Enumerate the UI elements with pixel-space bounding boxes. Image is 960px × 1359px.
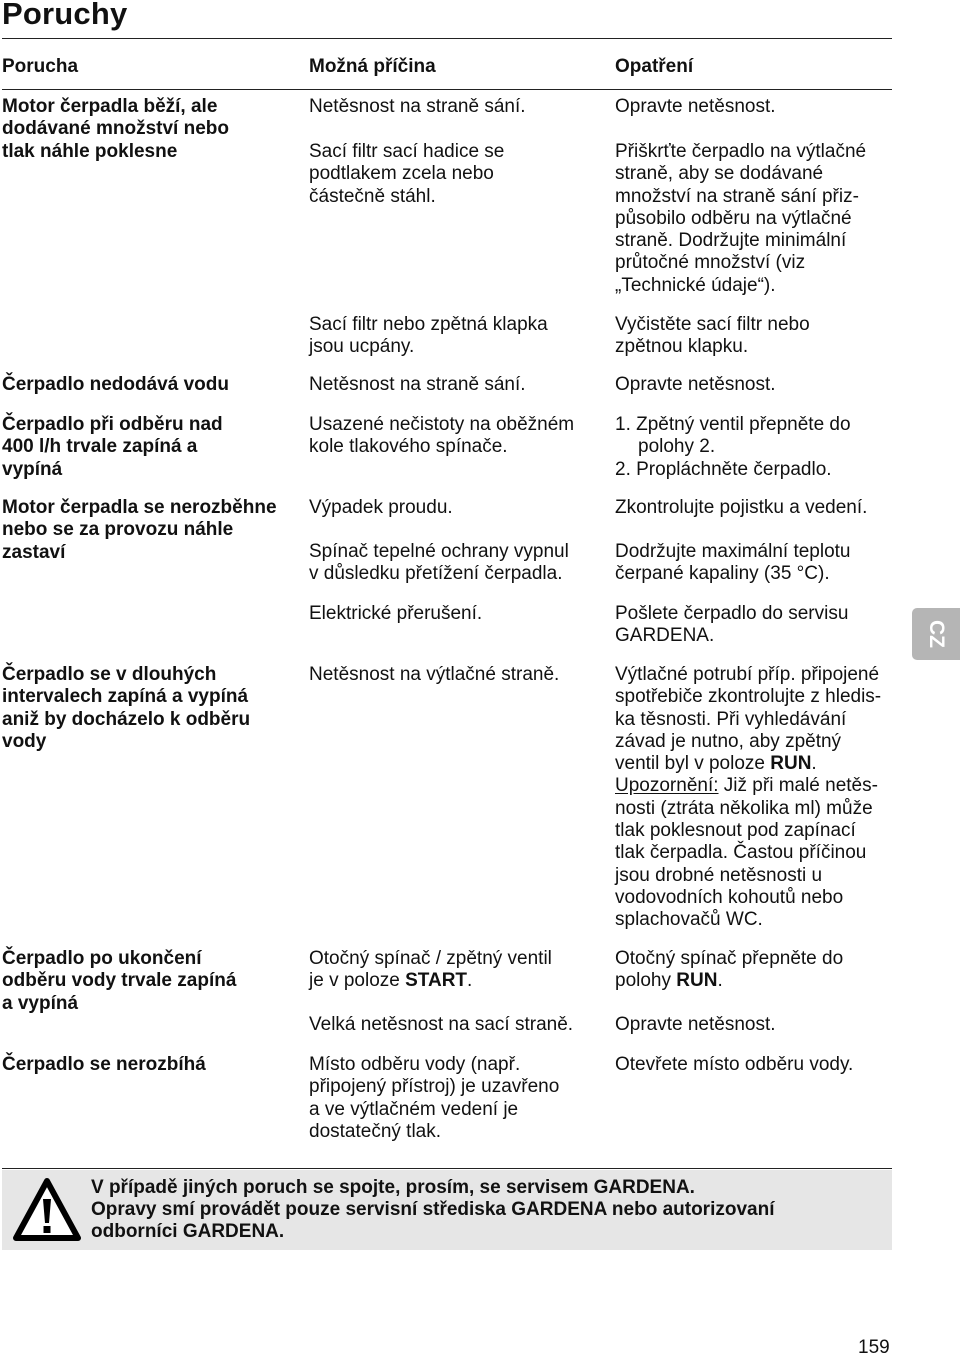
remedy-cell: Opravte netěsnost. <box>615 374 776 395</box>
cause-cell: Netěsnost na straně sání. <box>309 96 526 117</box>
problem-cell: Motor čerpadla běží, ale dodávané množství nebo tlak náhle poklesne <box>2 96 229 162</box>
problem-cell: Čerpadlo při odběru nad 400 l/h trvale zapíná a vypíná <box>2 414 223 480</box>
remedy-cell: Výtlačné potrubí příp. připojené spotřebiče zkontrolujte z hledis- ka těsnosti. Při vyhledávání závad je nutno, aby zpětný ventil byl v poloze RUN. Upozornění: Již při malé netěs- nosti (ztráta několika ml) může tlak poklesnout pod zapínací tlak čerpadla. Častou příčinou jsou drobné netěsnosti u vodovodních kohoutů nebo splachovačů WC. <box>615 664 882 931</box>
cause-cell: Sací filtr nebo zpětná klapka jsou ucpány. <box>309 314 548 358</box>
cause-cell: Sací filtr sací hadice se podtlakem zcela nebo částečně stáhl. <box>309 141 505 207</box>
remedy-cell: Otočný spínač přepněte do polohy RUN. <box>615 948 844 992</box>
remedy-cell: 1. Zpětný ventil přepněte do polohy 2. 2. Propláchněte čerpadlo. <box>615 414 851 480</box>
cause-cell: Místo odběru vody (např. připojený přístroj) je uzavřeno a ve výtlačném vedení je dostatečný tlak. <box>309 1054 560 1142</box>
problem-cell: Čerpadlo po ukončení odběru vody trvale zapíná a vypíná <box>2 948 237 1014</box>
cause-cell: Velká netěsnost na sací straně. <box>309 1014 574 1035</box>
warning-triangle-icon <box>12 1177 82 1243</box>
page-number: 159 <box>858 1337 890 1358</box>
warning-text: V případě jiných poruch se spojte, prosím, se servisem GARDENA. Opravy smí provádět pouze servisní střediska GARDENA nebo autorizovaní odborníci GARDENA. <box>91 1177 775 1242</box>
language-tab-label: CZ <box>925 620 948 648</box>
header-divider <box>2 89 892 90</box>
mode-run-label: RUN <box>676 970 718 992</box>
problem-cell: Motor čerpadla se nerozběhne nebo se za provozu náhle zastaví <box>2 497 277 563</box>
problem-cell: Čerpadlo nedodává vodu <box>2 374 229 395</box>
mode-start-label: START <box>405 970 468 992</box>
remedy-cell: Přiškrťte čerpadlo na výtlačné straně, aby se dodávané množství na straně sání přiz- působilo odběru na výtlačné straně. Dodržujte minimální průtočné množství (viz „Technické údaje“). <box>615 141 867 296</box>
language-tab <box>912 608 960 660</box>
cause-cell: Elektrické přerušení. <box>309 603 483 624</box>
remedy-cell: Zkontrolujte pojistku a vedení. <box>615 497 868 518</box>
header-problem: Porucha <box>2 56 79 77</box>
title-divider <box>2 38 892 39</box>
header-remedy: Opatření <box>615 56 694 77</box>
problem-cell: Čerpadlo se nerozbíhá <box>2 1054 206 1075</box>
cause-cell: Spínač tepelné ochrany vypnul v důsledku přetížení čerpadla. <box>309 541 569 585</box>
remedy-cell: Opravte netěsnost. <box>615 96 776 117</box>
problem-cell: Čerpadlo se v dlouhých intervalech zapíná a vypíná aniž by docházelo k odběru vody <box>2 664 251 752</box>
cause-cell: Netěsnost na straně sání. <box>309 374 526 395</box>
remedy-cell: Dodržujte maximální teplotu čerpané kapaliny (35 °C). <box>615 541 851 585</box>
remedy-cell: Pošlete čerpadlo do servisu GARDENA. <box>615 603 849 647</box>
remedy-cell: Vyčistěte sací filtr nebo zpětnou klapku. <box>615 314 810 358</box>
cause-cell: Usazené nečistoty na oběžném kole tlakového spínače. <box>309 414 575 458</box>
cause-cell: Otočný spínač / zpětný ventil je v poloze START. <box>309 948 552 992</box>
cause-cell: Netěsnost na výtlačné straně. <box>309 664 560 685</box>
table-bottom-divider <box>2 1168 892 1169</box>
remedy-cell: Opravte netěsnost. <box>615 1014 776 1035</box>
warning-box <box>2 1170 892 1250</box>
cause-cell: Výpadek proudu. <box>309 497 453 518</box>
mode-run-label: RUN <box>770 753 812 775</box>
page-title: Poruchy <box>2 0 128 31</box>
remedy-cell: Otevřete místo odběru vody. <box>615 1054 854 1075</box>
header-cause: Možná příčina <box>309 56 436 77</box>
note-label: Upozornění: <box>615 775 719 797</box>
